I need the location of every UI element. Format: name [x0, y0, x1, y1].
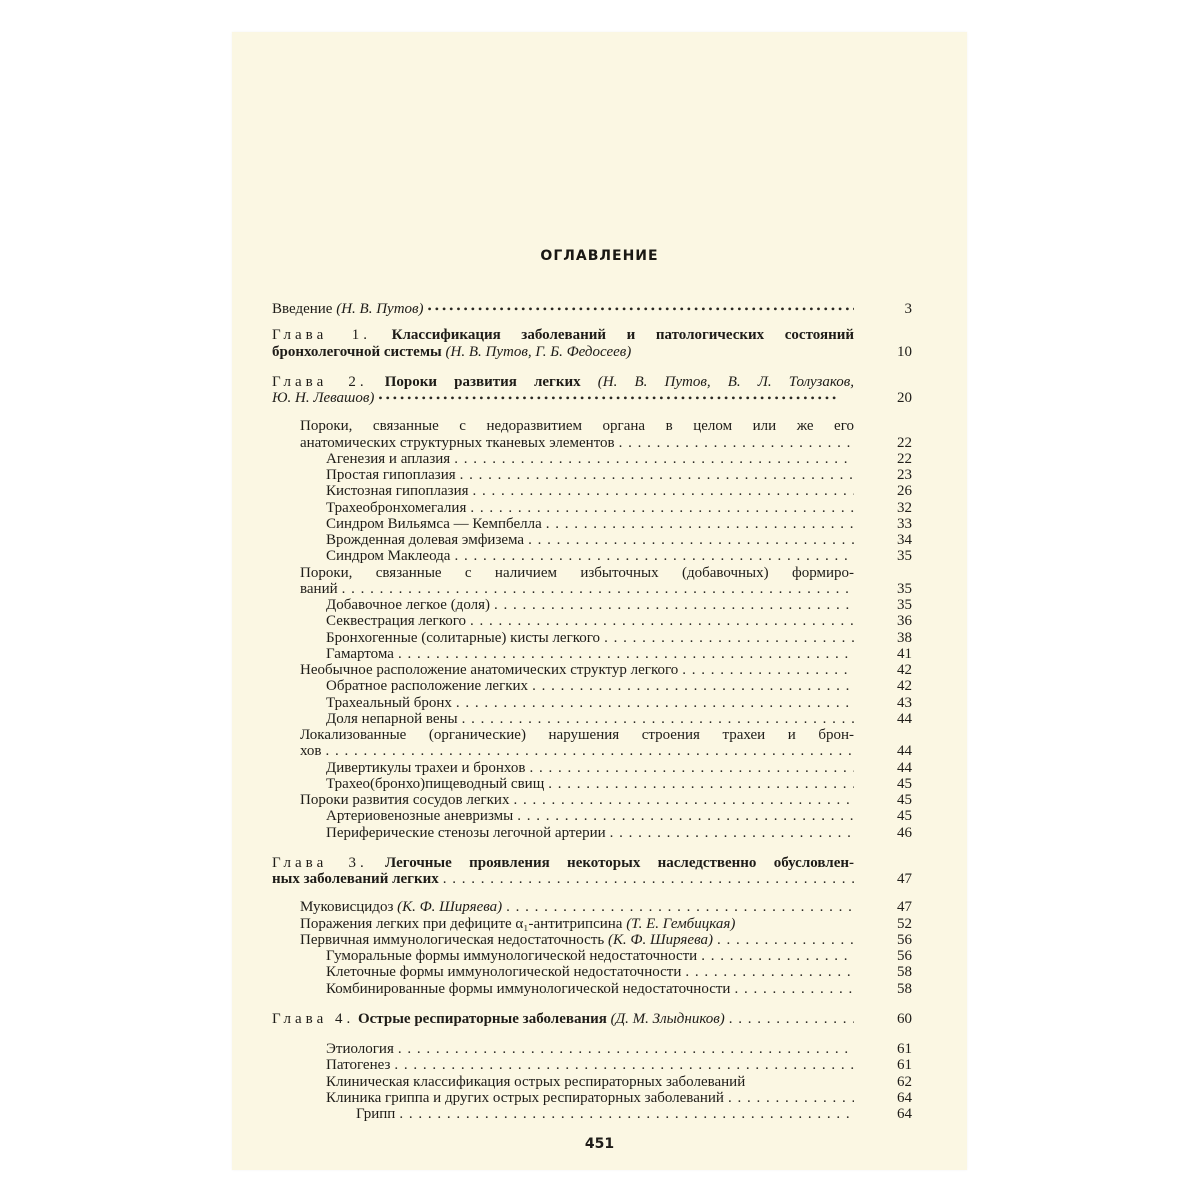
dot-leader [462, 711, 854, 727]
toc-entry-line [272, 344, 854, 360]
toc-entry-line [272, 435, 854, 451]
toc-entry [272, 630, 912, 646]
toc-entry-text [326, 646, 394, 662]
toc-page-number: 64 [897, 1089, 912, 1106]
entry-title: ваний [300, 580, 338, 597]
dot-leader [517, 808, 854, 824]
dot-leader [443, 871, 854, 887]
dot-leader [399, 1106, 854, 1122]
entry-title: Введение [272, 301, 333, 317]
toc-entry-line [272, 662, 854, 678]
entry-title: Гуморальные формы иммунологической недостаточности [326, 948, 698, 964]
toc-entry-text [272, 390, 374, 406]
toc-entry [272, 776, 912, 792]
dot-leader [532, 678, 854, 694]
entry-title: Необычное расположение анатомических структур легкого [300, 662, 679, 678]
toc-page-number: 26 [897, 483, 912, 500]
toc-entry-text [326, 451, 450, 467]
toc-entry-text [326, 948, 697, 964]
toc-entry-text [326, 548, 450, 564]
entry-title: Классификация заболеваний и патологических состояний [391, 327, 854, 344]
toc-page-number: 35 [897, 580, 912, 597]
dot-leader [728, 1090, 854, 1106]
toc-entry [272, 301, 912, 317]
entry-title: Клиническая классификация острых респираторных заболеваний [326, 1073, 746, 1090]
toc-entry [272, 932, 912, 948]
toc-page-number: 45 [897, 808, 912, 825]
entry-title: Обратное расположение легких [326, 678, 529, 695]
dot-leader [428, 301, 854, 317]
toc-page-number: 22 [897, 450, 912, 467]
entry-title: Простая гипоплазия [326, 467, 456, 483]
toc-entry [272, 467, 912, 483]
toc-page-number: 42 [897, 678, 912, 695]
toc-entry-line [272, 301, 854, 317]
entry-title: Первичная иммунологическая недостаточность [300, 931, 605, 948]
chapter-label: Глава 3. [272, 854, 368, 871]
entry-title: Доля непарной вены [326, 710, 458, 727]
toc-entry-text [326, 1090, 724, 1106]
toc-entry [272, 500, 912, 516]
entry-title: Пороки, связанные с наличием избыточных (добавочных) формиро- [300, 564, 854, 581]
dot-leader [734, 981, 854, 997]
entry-author: (Н. В. Путов, Г. Б. Федосеев) [445, 343, 632, 360]
toc-page-number: 3 [904, 301, 912, 317]
entry-author: (Т. Е. Гембицкая) [626, 915, 736, 932]
toc-entry [272, 1090, 912, 1106]
entry-author: (Д. М. Злыдников) [610, 1010, 725, 1027]
toc-entry-text [326, 613, 466, 629]
entry-title: Пороки, связанные с недоразвитием органа в целом или же его [300, 418, 854, 435]
entry-title: Трахеобронхомегалия [326, 499, 467, 516]
entry-author: (К. Ф. Ширяева) [607, 931, 713, 948]
entry-title: Клиника гриппа и других острых респираторных заболеваний [326, 1089, 724, 1106]
toc-chapter-entry [272, 374, 912, 407]
toc-entry-text [272, 344, 631, 360]
entry-title: ных заболеваний легких [272, 871, 439, 887]
toc-page-number: 44 [897, 759, 912, 776]
entry-author: (Н. В. Путов, В. Л. Толузаков, [597, 373, 855, 390]
toc-entry-line [272, 500, 854, 516]
toc-page-number: 58 [897, 980, 912, 997]
toc-entry-line [272, 948, 854, 964]
entry-title: Добавочное легкое (доля) [326, 597, 490, 613]
toc-entry-line [272, 1011, 854, 1027]
toc-entry-text [326, 467, 456, 483]
toc-entry-line [272, 981, 854, 997]
entry-title: Артериовенозные аневризмы [326, 808, 514, 825]
toc-entry-line [272, 1106, 854, 1122]
toc-entry-text [326, 500, 466, 516]
entry-title: Острые респираторные заболевания [357, 1010, 607, 1027]
dot-leader [473, 483, 854, 499]
toc-chapter-entry [272, 1011, 912, 1027]
toc-entry-line [272, 808, 854, 824]
toc-page-number: 20 [897, 390, 912, 406]
entry-title: Комбинированные формы иммунологической недостаточности [326, 980, 731, 997]
toc-entry-text [326, 516, 542, 532]
toc-entry [272, 727, 912, 760]
entry-title: Дивертикулы трахеи и бронхов [326, 759, 526, 776]
dot-leader [456, 695, 854, 711]
entry-title: Муковисцидоз [300, 899, 394, 916]
toc-entry-line [272, 1090, 854, 1106]
toc-entry-line [272, 451, 854, 467]
dot-leader [548, 776, 854, 792]
entry-title: Врожденная долевая эмфизема [326, 532, 525, 548]
toc-entry-text [272, 327, 854, 343]
toc-entry-line [272, 855, 854, 871]
entry-title: Синдром Вильямса — Кемпбелла [326, 515, 542, 532]
entry-title: Синдром Маклеода [326, 548, 451, 565]
entry-author: (Н. В. Путов) [336, 301, 424, 317]
toc-entry [272, 662, 912, 678]
toc-entry-text [300, 662, 678, 678]
toc-page-number: 41 [897, 645, 912, 662]
toc-entry [272, 981, 912, 997]
toc-entry [272, 597, 912, 613]
toc-entry-text [300, 899, 502, 915]
toc-entry [272, 613, 912, 629]
toc-entry [272, 711, 912, 727]
toc-entry-text [272, 374, 854, 390]
dot-leader [717, 932, 854, 948]
dot-leader [546, 516, 854, 532]
entry-title: Локализованные (органические) нарушения строения трахеи и брон- [300, 727, 854, 743]
toc-entry [272, 1041, 912, 1057]
dot-leader [454, 451, 854, 467]
entry-title: Легочные проявления некоторых наследственно обусловлен- [385, 854, 854, 871]
dot-leader [513, 792, 854, 808]
toc-entry-text [326, 825, 606, 841]
toc-entry-text [326, 483, 469, 499]
dot-leader [619, 435, 854, 451]
toc-page-number: 45 [897, 792, 912, 808]
toc-entry-line [272, 825, 854, 841]
toc-entry-text [300, 581, 338, 597]
toc-entry [272, 792, 912, 808]
toc-entry-text [326, 964, 681, 980]
toc-entry [272, 451, 912, 467]
toc-entry-line [272, 327, 854, 343]
toc-entry-text [300, 743, 322, 759]
dot-leader [342, 581, 854, 597]
toc-entry-text [300, 565, 854, 581]
toc-page-number: 42 [897, 662, 912, 678]
toc-entry [272, 1057, 912, 1073]
dot-leader [394, 1057, 854, 1073]
toc-entry [272, 678, 912, 694]
toc-entry [272, 483, 912, 499]
entry-title: Грипп [356, 1106, 396, 1122]
toc-entry [272, 418, 912, 451]
entry-title: Агенезия и аплазия [326, 450, 451, 467]
toc-entry-text [326, 695, 452, 711]
toc-entry-line [272, 1057, 854, 1073]
toc-entry-text [300, 932, 713, 948]
toc-entry-text [300, 792, 509, 808]
toc-page-number: 62 [897, 1073, 912, 1090]
toc-entry-text [326, 678, 528, 694]
toc-entry-line [272, 565, 854, 581]
toc-entry-text [300, 916, 735, 932]
toc-entry-text [300, 727, 854, 743]
entry-title: Периферические стенозы легочной артерии [326, 824, 606, 841]
toc-page-number: 47 [897, 899, 912, 916]
dot-leader [326, 743, 854, 759]
toc-entry-text [326, 532, 524, 548]
toc-entry-text [272, 855, 854, 871]
entry-title: Гамартома [326, 645, 394, 662]
toc-page-number: 61 [897, 1057, 912, 1074]
toc-entry-line [272, 727, 854, 743]
toc-page-number: 45 [897, 775, 912, 792]
toc-page-number: 58 [897, 964, 912, 981]
dot-leader [506, 899, 854, 915]
toc-page-number: 43 [897, 694, 912, 711]
dot-leader [604, 630, 854, 646]
toc-title: ОГЛАВЛЕНИЕ [540, 248, 659, 264]
dot-leader [528, 532, 854, 548]
toc-page-number: 47 [897, 871, 912, 887]
toc-entry-line [272, 646, 854, 662]
toc-entry-line [272, 1074, 854, 1090]
chapter-label: Глава 4. [272, 1010, 355, 1027]
toc-page-number: 33 [897, 515, 912, 532]
toc-entry [272, 964, 912, 980]
toc-page-number: 60 [897, 1010, 912, 1027]
dot-leader [398, 646, 854, 662]
toc-entry [272, 695, 912, 711]
toc-entry-line [272, 871, 854, 887]
toc-entry-line [272, 467, 854, 483]
toc-entry-line [272, 390, 854, 406]
toc-entry [272, 899, 912, 915]
toc-page-number: 10 [897, 343, 912, 360]
entry-title: Трахео(бронхо)пищеводный свищ [326, 775, 545, 792]
chapter-label: Глава 1. [272, 327, 372, 344]
toc-page-number: 46 [897, 824, 912, 841]
toc-entry-line [272, 916, 854, 932]
toc-page-number: 34 [897, 532, 912, 548]
toc-entry [272, 548, 912, 564]
toc-entry [272, 532, 912, 548]
toc-entry-line [272, 760, 854, 776]
entry-title: Секвестрация легкого [326, 613, 467, 630]
toc-entry-text [300, 435, 615, 451]
toc-entry-line [272, 418, 854, 434]
toc-entry-text [272, 1011, 725, 1027]
entry-title: хов [300, 743, 322, 760]
toc-entry-line [272, 964, 854, 980]
toc-entry-text [326, 597, 490, 613]
toc-entry-line [272, 1041, 854, 1057]
dot-leader [682, 662, 854, 678]
toc-entry-text [272, 871, 439, 887]
entry-title: анатомических структурных тканевых элементов [300, 434, 615, 451]
toc-entry-text [326, 630, 600, 646]
toc-entry-line [272, 516, 854, 532]
dot-leader [460, 467, 854, 483]
toc-entry-line [272, 548, 854, 564]
toc-page-number: 38 [897, 629, 912, 646]
toc-page-number: 35 [897, 548, 912, 565]
toc-entry-line [272, 483, 854, 499]
dot-leader [378, 390, 854, 406]
chapter-label: Глава 2. [272, 373, 368, 390]
toc-entry-line [272, 695, 854, 711]
toc-page-number: 52 [897, 915, 912, 932]
toc-chapter-entry [272, 855, 912, 888]
toc-entry-text [326, 711, 458, 727]
toc-entry [272, 646, 912, 662]
toc-entry-text [272, 301, 424, 317]
dot-leader [398, 1041, 854, 1057]
entry-title: Пороки развития сосудов легких [300, 792, 510, 808]
toc-entry [272, 1074, 912, 1090]
dot-leader [470, 613, 854, 629]
toc-entry [272, 808, 912, 824]
toc-entry-text [326, 776, 544, 792]
toc-page-number: 44 [897, 743, 912, 760]
dot-leader [494, 597, 854, 613]
toc-page-number: 61 [897, 1041, 912, 1057]
entry-title: Трахеальный бронх [326, 694, 452, 711]
toc-page-number: 36 [897, 613, 912, 630]
dot-leader [529, 760, 854, 776]
entry-title: Кистозная гипоплазия [326, 483, 469, 500]
toc-page-number: 22 [897, 434, 912, 451]
entry-title: Патогенез [326, 1057, 391, 1074]
toc-entry-text [326, 760, 525, 776]
toc-entry-line [272, 581, 854, 597]
toc-entry-line [272, 932, 854, 948]
toc-chapter-entry [272, 327, 912, 360]
dot-leader [610, 825, 854, 841]
toc-entry-line [272, 792, 854, 808]
toc-entry-line [272, 532, 854, 548]
entry-title: Бронхогенные (солитарные) кисты легкого [326, 629, 601, 646]
toc-entry-text [326, 808, 513, 824]
toc-entry [272, 565, 912, 598]
toc-entry-line [272, 899, 854, 915]
page-number: 451 [584, 1136, 615, 1152]
dot-leader [470, 500, 854, 516]
toc-entry-line [272, 776, 854, 792]
toc-entry-text [300, 418, 854, 434]
toc-entry-text [356, 1106, 395, 1122]
toc-page-number: 23 [897, 467, 912, 483]
dot-leader [729, 1011, 854, 1027]
toc-entry-line [272, 597, 854, 613]
dot-leader [454, 548, 854, 564]
entry-title: бронхолегочной системы [272, 343, 442, 360]
toc-entry [272, 825, 912, 841]
toc-entry-line [272, 743, 854, 759]
toc-entry [272, 948, 912, 964]
toc-entry-text [326, 981, 730, 997]
toc-page-number: 56 [897, 948, 912, 964]
toc-entry [272, 1106, 912, 1122]
entry-title: Клеточные формы иммунологической недостаточности [326, 964, 682, 981]
toc-page-number: 32 [897, 499, 912, 516]
entry-author: (К. Ф. Ширяева) [397, 899, 503, 916]
book-page [232, 32, 967, 1170]
toc-entry-line [272, 374, 854, 390]
toc-entry [272, 516, 912, 532]
entry-title: Поражения легких при дефиците α₁-антитрипсина [300, 915, 623, 932]
toc-entry-line [272, 678, 854, 694]
toc-entry-text [326, 1074, 745, 1090]
entry-author: Ю. Н. Левашов) [272, 390, 375, 406]
toc-entry [272, 760, 912, 776]
dot-leader [685, 964, 854, 980]
toc-page-number: 64 [897, 1106, 912, 1122]
toc-entry-text [326, 1057, 390, 1073]
toc-page-number: 35 [897, 597, 912, 613]
entry-title: Пороки развития легких [384, 373, 581, 390]
entry-title: Этиология [326, 1041, 394, 1057]
toc-entry [272, 916, 912, 932]
dot-leader [701, 948, 854, 964]
toc-entry-line [272, 711, 854, 727]
toc-entry-line [272, 613, 854, 629]
toc-page-number: 56 [897, 931, 912, 948]
toc-entry-text [326, 1041, 394, 1057]
toc-page-number: 44 [897, 710, 912, 727]
toc-entry-line [272, 630, 854, 646]
table-of-contents [272, 277, 912, 1122]
